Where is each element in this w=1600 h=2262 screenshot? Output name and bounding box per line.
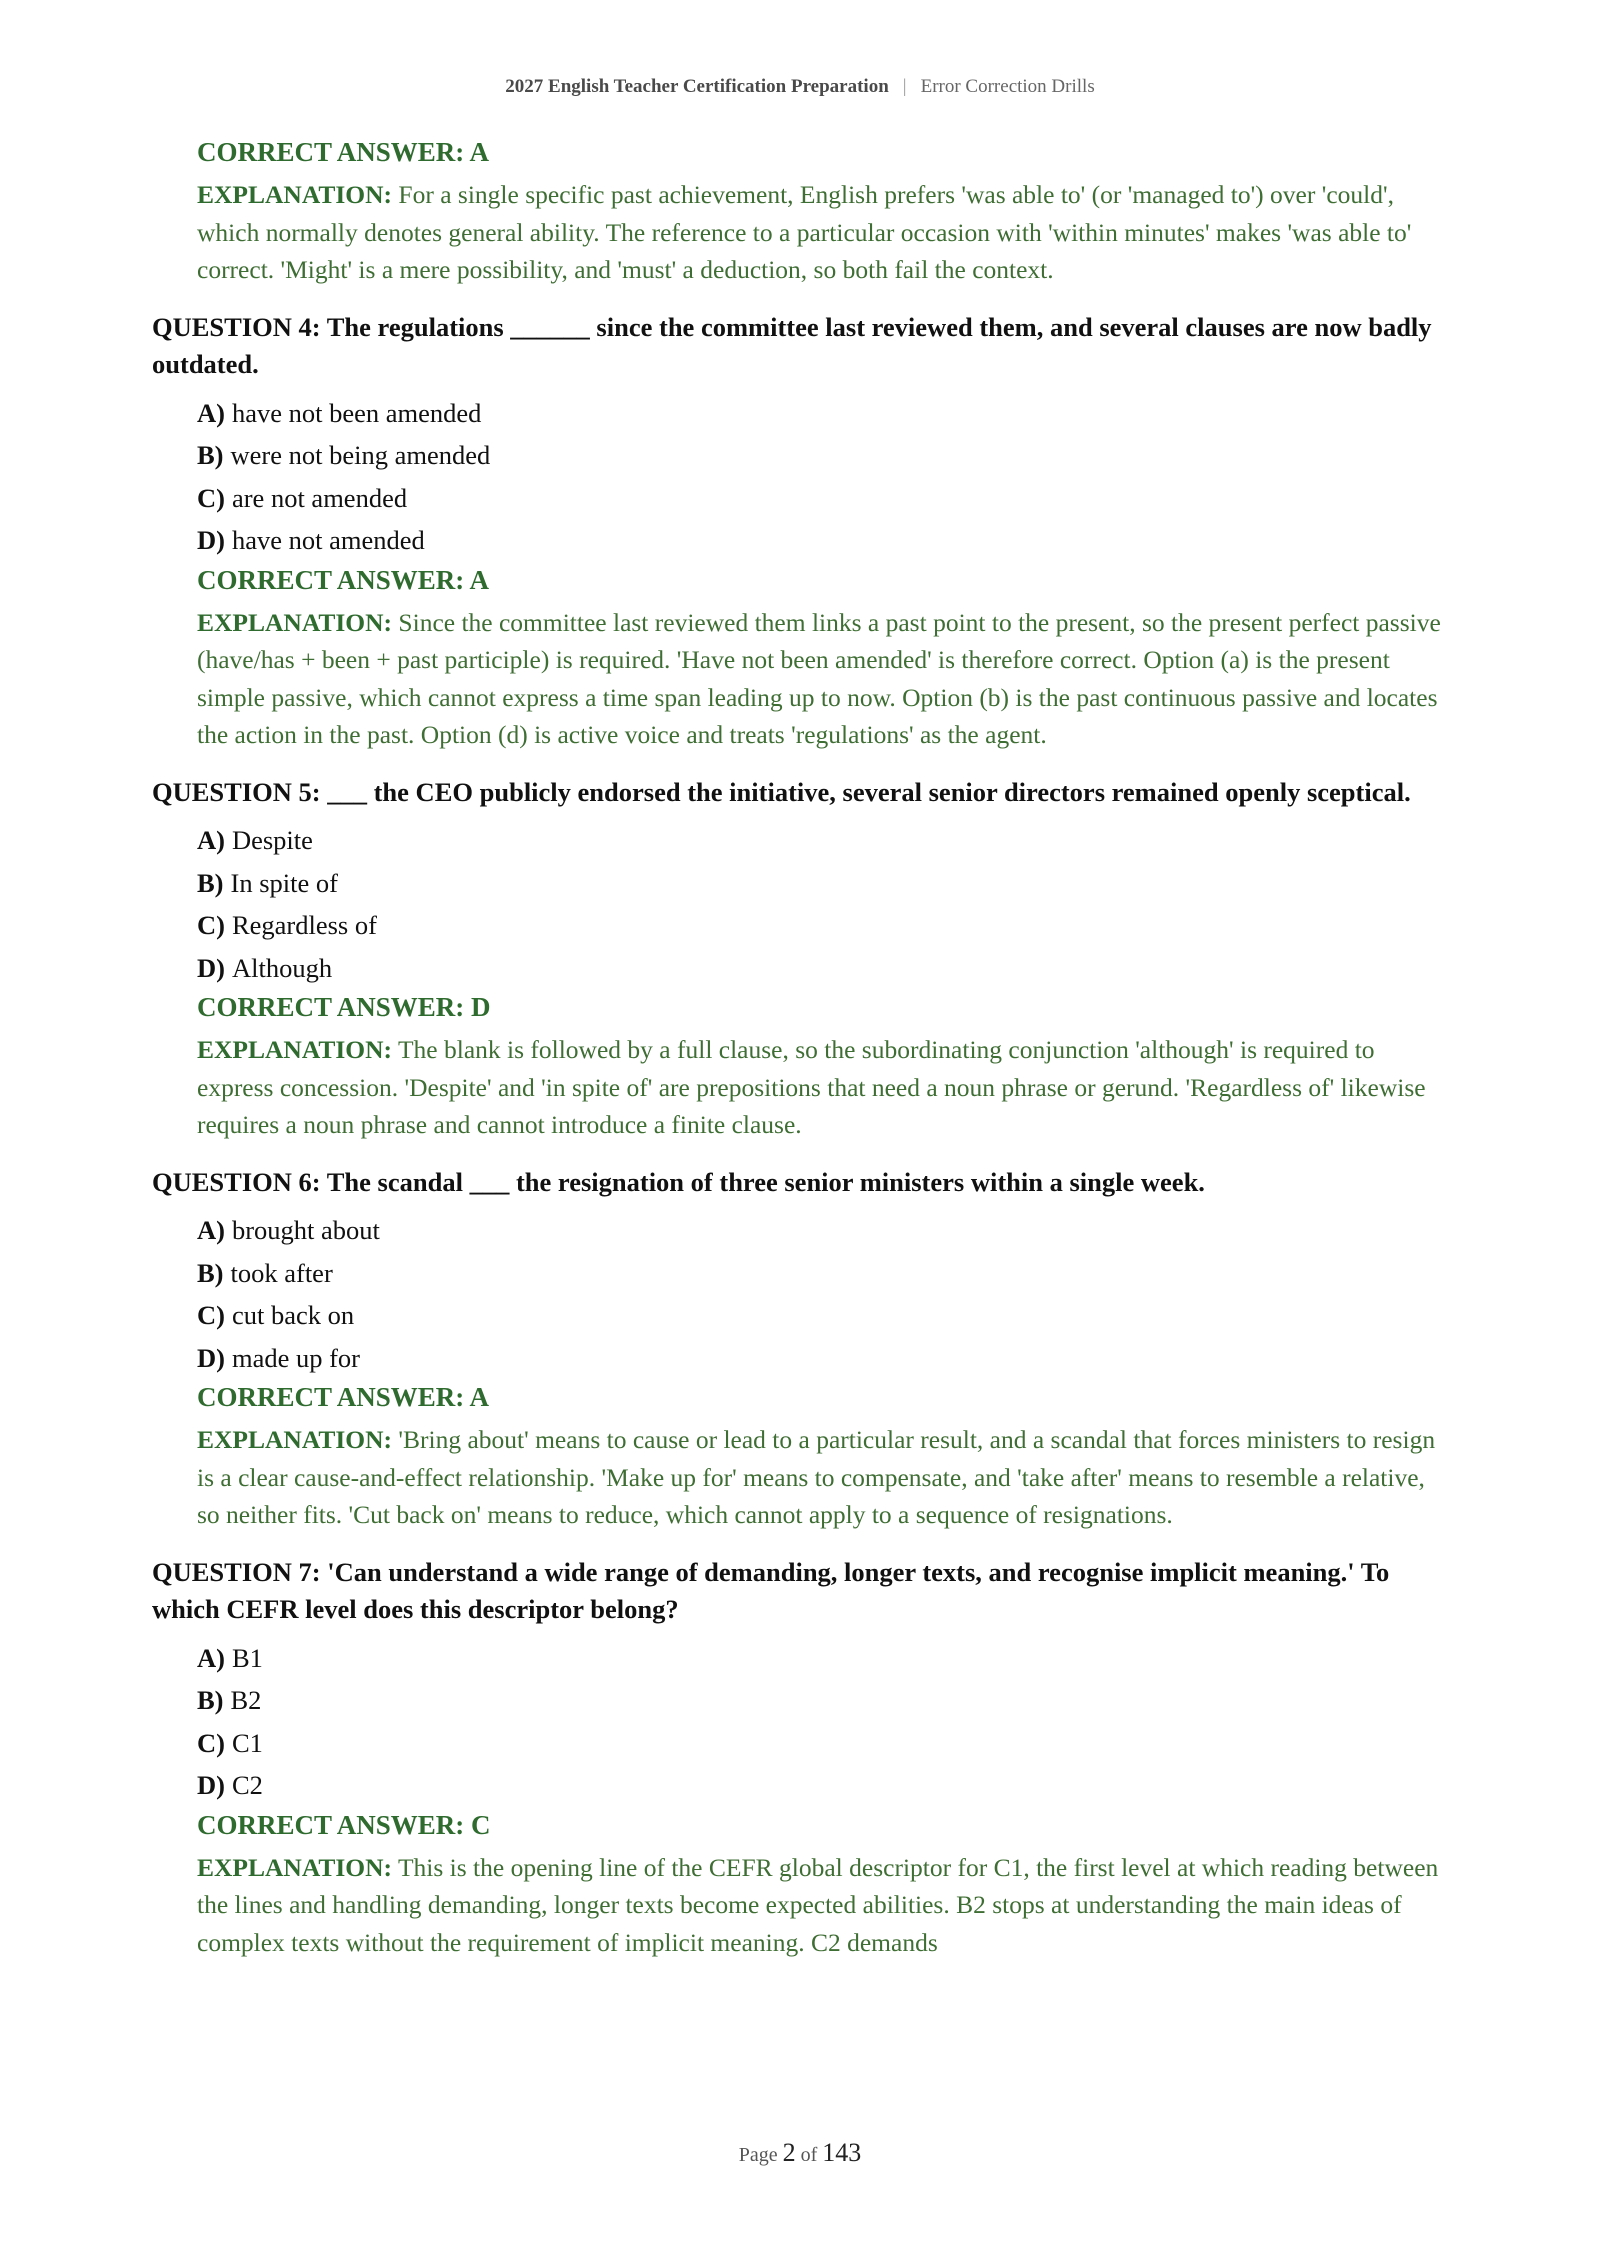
explanation xyxy=(197,1031,1452,1144)
option-d xyxy=(197,947,1452,990)
option-text: are not amended xyxy=(231,482,408,513)
option-d xyxy=(197,519,1452,562)
explanation-text: Since the committee last reviewed them links a past point to the present, so the present perfect passive (have/has + been + past participle) is required. 'Have not been amended' is therefore correct. Option (a) is the present simple passive, which cannot express a time span leading up to now. Option (b) is the past continuous passive and locates the action in the past. Option (d) is active voice and treats 'regulations' as the agent. xyxy=(197,607,1441,749)
option-text: took after xyxy=(230,1257,333,1288)
option-text: C1 xyxy=(231,1727,263,1758)
question-block-5 xyxy=(152,774,1452,1144)
option-letter: B) xyxy=(197,867,224,898)
explanation-label: EXPLANATION: xyxy=(197,180,393,209)
explanation-text: The blank is followed by a full clause, so the subordinating conjunction 'although' is required to express concession. 'Despite' and 'in spite of' are prepositions that need a noun phrase or gerund. 'Regardless of' likewise requires a noun phrase and cannot introduce a finite clause. xyxy=(197,1035,1426,1139)
of-word: of xyxy=(800,2144,818,2166)
option-letter: A) xyxy=(197,1642,225,1673)
option-text: C2 xyxy=(231,1770,263,1800)
option-letter: A) xyxy=(197,397,225,428)
explanation-text: For a single specific past achievement, English prefers 'was able to' (or 'managed to') over 'could', which normally denotes general ability. The reference to a particular occasion with 'within minutes' makes 'was able to' correct. 'Might' is a mere possibility, and 'must' a deduction, so both fail the context. xyxy=(197,180,1412,284)
option-text: B2 xyxy=(230,1685,262,1715)
option-text: cut back on xyxy=(231,1300,355,1330)
total-pages: 143 xyxy=(822,2138,862,2167)
option-text: B1 xyxy=(231,1642,263,1673)
question-block-4 xyxy=(152,309,1452,754)
options-list xyxy=(197,392,1452,562)
page-content xyxy=(152,134,1452,1961)
option-b xyxy=(197,1679,1452,1722)
options-list xyxy=(197,819,1452,989)
option-letter: A) xyxy=(197,1215,225,1245)
option-c xyxy=(197,1294,1452,1337)
page-footer xyxy=(0,2138,1600,2168)
option-letter: D) xyxy=(197,1770,225,1800)
option-a xyxy=(197,1637,1452,1680)
explanation-text: 'Bring about' means to cause or lead to a particular result, and a scandal that forces ministers to resign is a clear cause-and-effect relationship. 'Make up for' means to compensate, and 'take after' means to resemble a relative, so neither fits. 'Cut back on' means to reduce, which cannot apply to a sequence of resignations. xyxy=(197,1425,1436,1529)
option-letter: B) xyxy=(197,1257,224,1288)
answer-block xyxy=(197,989,1452,1144)
option-letter: C) xyxy=(197,482,225,513)
page-word: Page xyxy=(738,2144,778,2166)
option-text: brought about xyxy=(231,1215,380,1245)
option-letter: C) xyxy=(197,1727,225,1758)
explanation xyxy=(197,604,1452,754)
explanation xyxy=(197,1849,1452,1962)
question-prompt: QUESTION 7: 'Can understand a wide range of demanding, longer texts, and recognise implicit meaning.' To which CEFR level does this descriptor belong? xyxy=(152,1556,1390,1624)
correct-answer: CORRECT ANSWER: A xyxy=(197,137,490,167)
option-text: were not being amended xyxy=(230,440,491,470)
option-d xyxy=(197,1337,1452,1380)
option-b xyxy=(197,862,1452,905)
correct-answer: CORRECT ANSWER: D xyxy=(197,992,491,1022)
explanation-label: EXPLANATION: xyxy=(197,607,393,637)
question-block-7 xyxy=(152,1554,1452,1962)
option-c xyxy=(197,1722,1452,1765)
correct-answer: CORRECT ANSWER: C xyxy=(197,1809,491,1840)
option-a xyxy=(197,1209,1452,1252)
options-list xyxy=(197,1637,1452,1807)
option-text: Despite xyxy=(231,825,313,855)
explanation xyxy=(197,1421,1452,1534)
header-separator: | xyxy=(902,76,907,97)
explanation xyxy=(197,176,1452,289)
document-title: 2027 English Teacher Certification Preparation xyxy=(505,76,889,97)
option-letter: C) xyxy=(197,910,225,940)
explanation-label: EXPLANATION: xyxy=(197,1852,393,1882)
option-letter: D) xyxy=(197,525,225,555)
option-c xyxy=(197,477,1452,520)
question-prompt: QUESTION 4: The regulations ______ since the committee last reviewed them, and several clauses are now badly outdated. xyxy=(152,311,1432,379)
option-text: Although xyxy=(231,952,333,983)
option-text: Regardless of xyxy=(231,910,377,940)
option-a xyxy=(197,392,1452,435)
question-block-6 xyxy=(152,1164,1452,1534)
option-a xyxy=(197,819,1452,862)
explanation-text: This is the opening line of the CEFR global descriptor for C1, the first level at which reading between the lines and handling demanding, longer texts become expected abilities. B2 stops at understanding the main ideas of complex texts without the requirement of implicit meaning. C2 demands xyxy=(197,1852,1439,1957)
option-b xyxy=(197,1252,1452,1295)
question-prompt: QUESTION 6: The scandal ___ the resignation of three senior ministers within a single week. xyxy=(152,1166,1205,1197)
options-list xyxy=(197,1209,1452,1379)
correct-answer: CORRECT ANSWER: A xyxy=(197,564,490,595)
answer-block xyxy=(197,1379,1452,1534)
section-title: Error Correction Drills xyxy=(920,76,1095,97)
question-prompt: QUESTION 5: ___ the CEO publicly endorsed the initiative, several senior directors remained openly sceptical. xyxy=(152,776,1411,807)
option-text: made up for xyxy=(231,1342,361,1373)
option-letter: D) xyxy=(197,1342,225,1373)
lead-answer-block xyxy=(197,134,1452,289)
option-letter: B) xyxy=(197,1685,224,1715)
answer-block xyxy=(197,1807,1452,1962)
option-letter: A) xyxy=(197,825,225,855)
option-text: have not amended xyxy=(231,525,425,555)
explanation-label: EXPLANATION: xyxy=(197,1425,393,1454)
option-letter: D) xyxy=(197,952,225,983)
page-header xyxy=(0,76,1600,98)
option-letter: B) xyxy=(197,440,224,470)
option-letter: C) xyxy=(197,1300,225,1330)
answer-block xyxy=(197,562,1452,754)
option-text: In spite of xyxy=(230,867,338,898)
correct-answer: CORRECT ANSWER: A xyxy=(197,1382,490,1412)
option-d xyxy=(197,1764,1452,1807)
option-c xyxy=(197,904,1452,947)
explanation-label: EXPLANATION: xyxy=(197,1035,393,1064)
option-b xyxy=(197,434,1452,477)
option-text: have not been amended xyxy=(231,397,482,428)
page-number: 2 xyxy=(782,2138,796,2167)
